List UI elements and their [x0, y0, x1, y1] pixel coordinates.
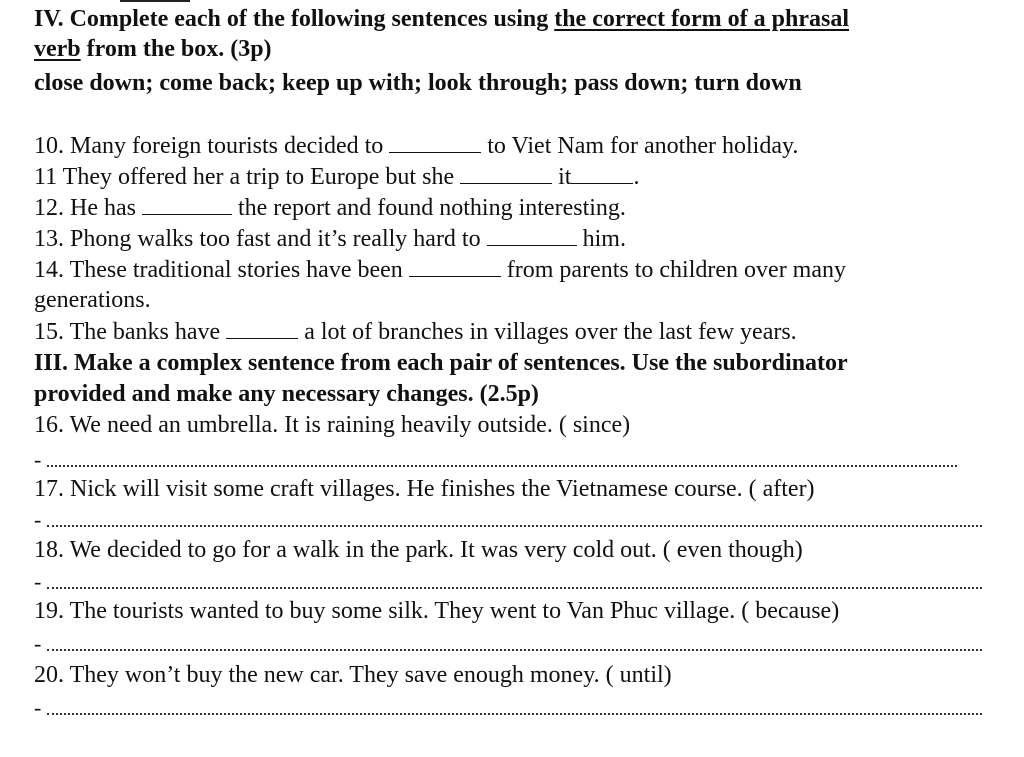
question-15: [34, 316, 797, 347]
question-17: 17. Nick will visit some craft villages. He finishes the Vietnamese course. ( after): [34, 476, 815, 502]
question-text: 10. Many foreign tourists decided to: [34, 133, 390, 159]
section-3-heading-line2: provided and make any necessary changes. (2.5p): [34, 381, 539, 407]
question-text: 15. The banks have: [34, 319, 227, 345]
question-16: 16. We need an umbrella. It is raining heavily outside. ( since): [34, 412, 631, 438]
section-4-heading-text: IV. Complete each of the following sentences using: [34, 6, 555, 32]
section-4-heading-line2: [34, 34, 272, 64]
question-19: 19. The tourists wanted to buy some silk. They went to Van Phuc village. ( because): [34, 598, 840, 624]
question-text: .: [633, 164, 640, 190]
word-box: close down; come back; keep up with; look through; pass down; turn down: [34, 70, 802, 96]
question-14: [34, 254, 846, 285]
answer-line-16[interactable]: [34, 448, 957, 472]
answer-line-19[interactable]: [34, 632, 982, 656]
answer-dash: -: [34, 631, 42, 656]
question-text: a lot of branches in villages over the last few years.: [298, 319, 797, 345]
answer-dash: -: [34, 507, 42, 532]
question-10: [34, 130, 798, 161]
answer-blank[interactable]: [571, 161, 633, 184]
question-11: [34, 161, 639, 192]
answer-blank[interactable]: [142, 192, 232, 215]
dotted-line[interactable]: [47, 635, 982, 651]
question-text: 12. He has: [34, 195, 142, 221]
answer-dash: -: [34, 569, 42, 594]
question-12: [34, 192, 626, 223]
answer-line-20[interactable]: [34, 696, 982, 720]
section-4-heading-underlined-verb: verb: [34, 36, 81, 62]
answer-blank[interactable]: [226, 316, 298, 339]
answer-dash: -: [34, 695, 42, 720]
section-4-heading-line1: [34, 4, 849, 34]
section-4-heading-points: from the box. (3p): [80, 36, 272, 62]
cropped-underline-fragment: [120, 0, 190, 2]
question-text: to Viet Nam for another holiday.: [481, 133, 799, 159]
section-3-heading-line1: III. Make a complex sentence from each pair of sentences. Use the subordinator: [34, 350, 848, 376]
question-text: from parents to children over many: [500, 257, 847, 283]
question-14-continued: generations.: [34, 287, 151, 313]
answer-dash: -: [34, 447, 42, 472]
answer-blank[interactable]: [389, 130, 481, 153]
answer-blank[interactable]: [460, 161, 552, 184]
question-text: the report and found nothing interesting.: [231, 195, 626, 221]
question-18: 18. We decided to go for a walk in the park. It was very cold out. ( even though): [34, 537, 803, 563]
answer-line-18[interactable]: [34, 570, 982, 594]
dotted-line[interactable]: [47, 573, 982, 589]
answer-line-17[interactable]: [34, 508, 982, 532]
question-20: 20. They won’t buy the new car. They save enough money. ( until): [34, 662, 672, 688]
question-text: him.: [576, 226, 626, 252]
question-text: 14. These traditional stories have been: [34, 257, 409, 283]
question-text: 11 They offered her a trip to Europe but she: [34, 164, 461, 190]
question-text: 13. Phong walks too fast and it’s really hard to: [34, 226, 487, 252]
question-text: it: [552, 164, 572, 190]
answer-blank[interactable]: [409, 254, 501, 277]
dotted-line[interactable]: [47, 699, 982, 715]
dotted-line[interactable]: [47, 511, 982, 527]
section-4-heading-underlined: the correct form of a phrasal: [554, 6, 850, 32]
question-13: [34, 223, 626, 254]
answer-blank[interactable]: [487, 223, 577, 246]
dotted-line[interactable]: [47, 451, 957, 467]
